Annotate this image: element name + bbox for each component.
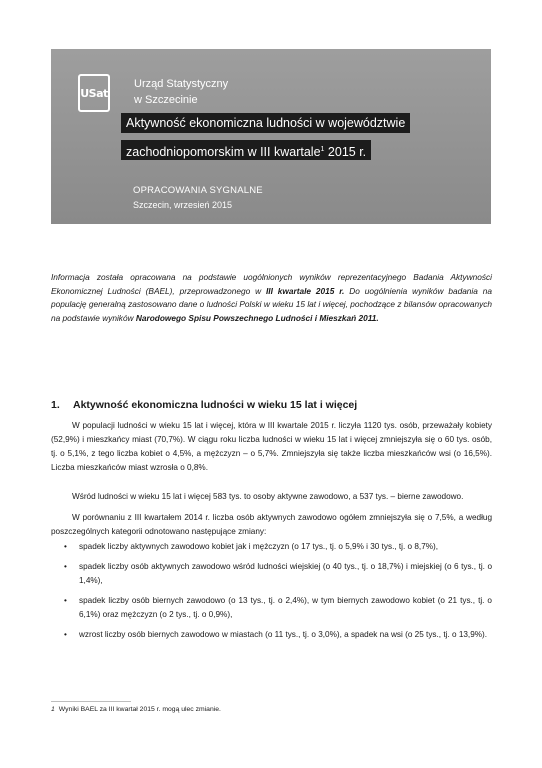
paragraph-activity-text: Wśród ludności w wieku 15 lat i więcej 583 tys. to osoby aktywne zawodowo, a 537 tys. – bierne zawodowo. — [72, 492, 464, 501]
list-item — [51, 594, 492, 622]
intro-text-2: Do uogólnienia wyników badania na populację generalną zastosowano dane o ludności Polski w wieku 15 lat i więcej, pochodzące z bilansów opracowanych na podstawie wyników — [51, 285, 493, 323]
changes-list — [51, 540, 492, 648]
series-name: OPRACOWANIA SYGNALNE — [133, 185, 263, 196]
bullet-icon: • — [64, 542, 67, 551]
footnote — [51, 706, 221, 713]
intro-bold-2: Narodowego Spisu Powszechnego Ludności i Mieszkań 2011. — [135, 312, 379, 323]
place-date: Szczecin, wrzesień 2015 — [133, 200, 233, 210]
footnote-text: Wyniki BAEL za III kwartał 2015 r. mogą ulec zmianie. — [58, 706, 221, 713]
intro-note — [51, 271, 492, 325]
list-item — [51, 540, 492, 554]
paragraph-population — [51, 419, 492, 475]
title-line-2 — [121, 140, 371, 160]
bullet-icon: • — [64, 630, 67, 639]
list-item-text: spadek liczby osób aktywnych zawodowo wśród ludności wiejskiej (o 40 tys., tj. o 18,7%) i miejskiej (o 6 tys., tj. o 1,4%), — [79, 562, 492, 585]
logo-text: USat — [80, 86, 108, 100]
list-item — [51, 628, 492, 642]
paragraph-activity — [51, 490, 492, 504]
title-line-2-year: 2015 r. — [324, 145, 367, 160]
paragraph-population-text: W populacji ludności w wieku 15 lat i więcej, która w III kwartale 2015 r. liczyła 1120 tys. osób, przeważały kobiety (52,9%) i mieszkańcy miast (70,7%). W ciągu roku liczba ludności w wieku 15 lat i więcej zmniejszyła się o 60 tys. osób, tj. o 5,1%, z tego liczba kobiet o 4,5%, a mężczyzn – o 5,7%. Zmniejszyła się także liczba mieszkańców wsi (o 16,5%). Liczba mieszkańców miast wzrosła o 0,8%. — [51, 421, 492, 472]
footnote-divider — [51, 701, 131, 702]
office-line-1: Urząd Statystyczny — [134, 78, 229, 90]
intro-text-1: Informacja została opracowana na podstawie uogólnionych wyników reprezentacyjnego Badania Aktywności Ekonomicznej Ludności (BAEL), przeprowadzonego w — [51, 272, 492, 296]
bullet-icon: • — [64, 596, 67, 605]
office-name — [134, 76, 228, 108]
title-line-2-text: zachodniopomorskim w III kwartale — [126, 145, 321, 160]
section-title: Aktywność ekonomiczna ludności w wieku 15 lat i więcej — [73, 399, 358, 411]
title-line-1-text: Aktywność ekonomiczna ludności w województwie — [126, 116, 406, 130]
title-line-1 — [121, 113, 410, 133]
title-footnote-ref: 1 — [320, 146, 325, 153]
footnote-number: 1 — [51, 706, 55, 713]
section-heading — [51, 399, 357, 411]
list-item-text: spadek liczby osób biernych zawodowo (o 13 tys., tj. o 2,4%), w tym biernych zawodowo kobiet (o 21 tys., tj. o 6,1%) oraz mężczyzn (o 2 tys., tj. o 0,9%), — [79, 596, 492, 619]
section-number: 1. — [51, 399, 60, 411]
list-item-text: wzrost liczby osób biernych zawodowo w miastach (o 11 tys., tj. o 3,0%), a spadek na wsi (o 25 tys., tj. o 13,9%). — [79, 630, 488, 639]
paragraph-comparison — [51, 511, 492, 539]
list-item-text: spadek liczby aktywnych zawodowo kobiet jak i mężczyzn (o 17 tys., tj. o 5,9% i 30 tys., tj. o 8,7%), — [79, 542, 439, 551]
bullet-icon: • — [64, 562, 67, 571]
paragraph-comparison-text: W porównaniu z III kwartałem 2014 r. liczba osób aktywnych zawodowo ogółem zmniejszyła się o 7,5%, a według poszczególnych kategorii odnotowano następujące zmiany: — [51, 513, 492, 536]
office-logo — [78, 74, 110, 112]
intro-bold-1: III kwartale 2015 r. — [265, 285, 345, 296]
list-item — [51, 560, 492, 588]
header-banner — [51, 49, 491, 224]
office-line-2: w Szczecinie — [134, 94, 198, 106]
